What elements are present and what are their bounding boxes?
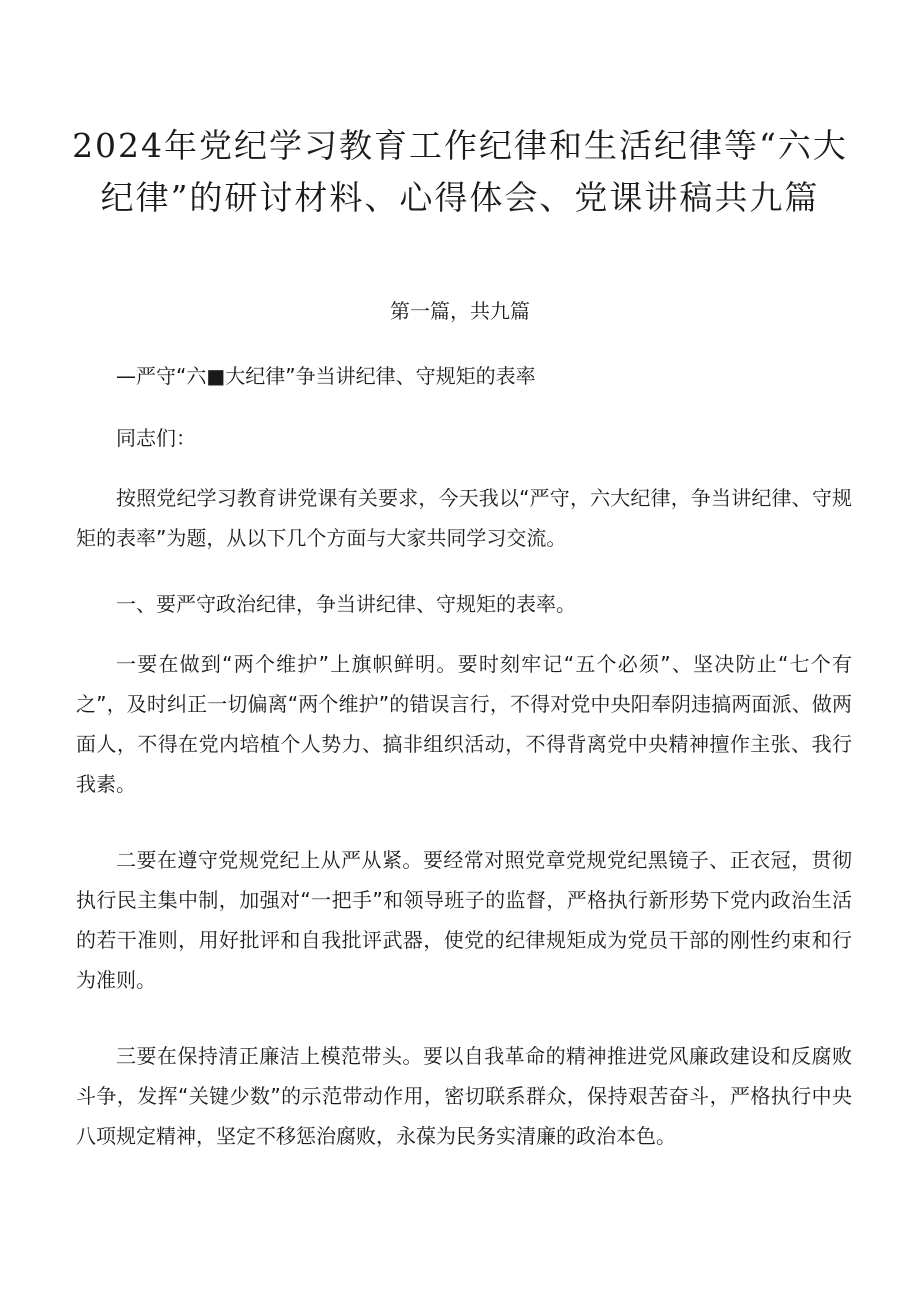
intro-paragraph: 按照党纪学习教育讲党课有关要求，今天我以“严守，六大纪律，争当讲纪律、守规矩的表率”为题，从以下几个方面与大家共同学习交流。 <box>76 486 852 550</box>
body-paragraph-2: 二要在遵守党规党纪上从严从紧。要经常对照党章党规党纪黑镜子、正衣冠，贯彻执行民主集中制，加强对“一把手”和领导班子的监督，严格执行新形势下党内政治生活的若干准则，用好批评和自我批评武器，使党的纪律规矩成为党员干部的刚性约束和行为准则。 <box>76 848 852 992</box>
part-one-heading: 一、要严守政治纪律，争当讲纪律、守规矩的表率。 <box>116 592 576 616</box>
document-title: 2024年党纪学习教育工作纪律和生活纪律等“六大纪律”的研讨材料、心得体会、党课讲稿共九篇 <box>72 126 848 217</box>
greeting: 同志们： <box>116 426 196 450</box>
body-paragraph-1: 一要在做到“两个维护”上旗帜鲜明。要时刻牢记“五个必须”、坚决防止“七个有之”，及时纠正一切偏离“两个维护”的错误言行，不得对党中央阳奉阴违搞两面派、做两面人，不得在党内培植个人势力、搞非组织活动，不得背离党中央精神擅作主张、我行我素。 <box>76 652 852 796</box>
section-heading: 第一篇，共九篇 <box>390 299 530 323</box>
body-paragraph-3: 三要在保持清正廉洁上模范带头。要以自我革命的精神推进党风廉政建设和反腐败斗争，发挥“关键少数”的示范带动作用，密切联系群众，保持艰苦奋斗，严格执行中央八项规定精神，坚定不移惩治腐败，永葆为民务实清廉的政治本色。 <box>76 1044 852 1148</box>
speech-subtitle: —严守“六■大纪律”争当讲纪律、守规矩的表率 <box>116 364 536 388</box>
